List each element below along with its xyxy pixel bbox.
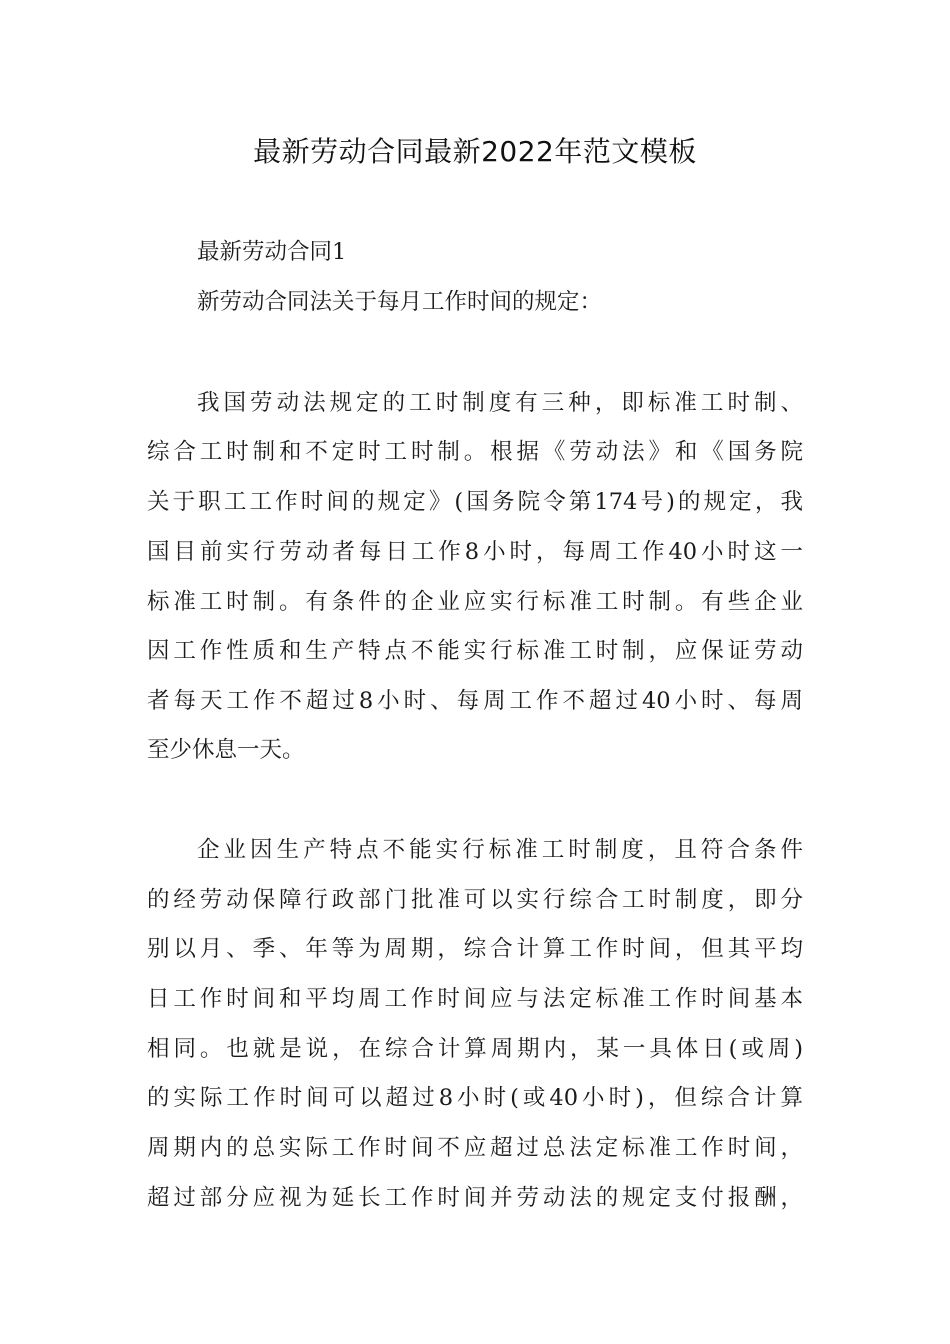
paragraph-line: 我国劳动法规定的工时制度有三种，即标准工时制、	[197, 390, 803, 416]
paragraph-line: 超过部分应视为延长工作时间并劳动法的规定支付报酬，	[147, 1185, 803, 1211]
document-title: 最新劳动合同最新2022年范文模板	[253, 135, 697, 168]
paragraph-line: 周期内的总实际工作时间不应超过总法定标准工作时间，	[147, 1135, 803, 1161]
paragraph-line: 相同。也就是说，在综合计算周期内，某一具体日(或周)	[147, 1036, 803, 1062]
paragraph-line: 的经劳动保障行政部门批准可以实行综合工时制度，即分	[147, 887, 803, 913]
paragraph-line: 至少休息一天。	[147, 737, 305, 763]
paragraph-line: 日工作时间和平均周工作时间应与法定标准工作时间基本	[147, 986, 803, 1012]
section-heading: 最新劳动合同1	[197, 239, 347, 265]
paragraph-line: 标准工时制。有条件的企业应实行标准工时制。有些企业	[147, 589, 803, 615]
paragraph-line: 综合工时制和不定时工时制。根据《劳动法》和《国务院	[147, 439, 803, 465]
paragraph-line: 的实际工作时间可以超过8小时(或40小时)，但综合计算	[147, 1085, 803, 1111]
paragraph-line: 因工作性质和生产特点不能实行标准工时制，应保证劳动	[147, 638, 803, 664]
paragraph-line: 者每天工作不超过8小时、每周工作不超过40小时、每周	[147, 688, 803, 714]
paragraph-line: 企业因生产特点不能实行标准工时制度，且符合条件	[197, 837, 803, 863]
paragraph-line: 关于职工工作时间的规定》(国务院令第174号)的规定，我	[147, 489, 803, 515]
paragraph-line: 国目前实行劳动者每日工作8小时，每周工作40小时这一	[147, 539, 803, 565]
paragraph-line: 别以月、季、年等为周期，综合计算工作时间，但其平均	[147, 936, 803, 962]
intro-line: 新劳动合同法关于每月工作时间的规定：	[197, 289, 603, 315]
